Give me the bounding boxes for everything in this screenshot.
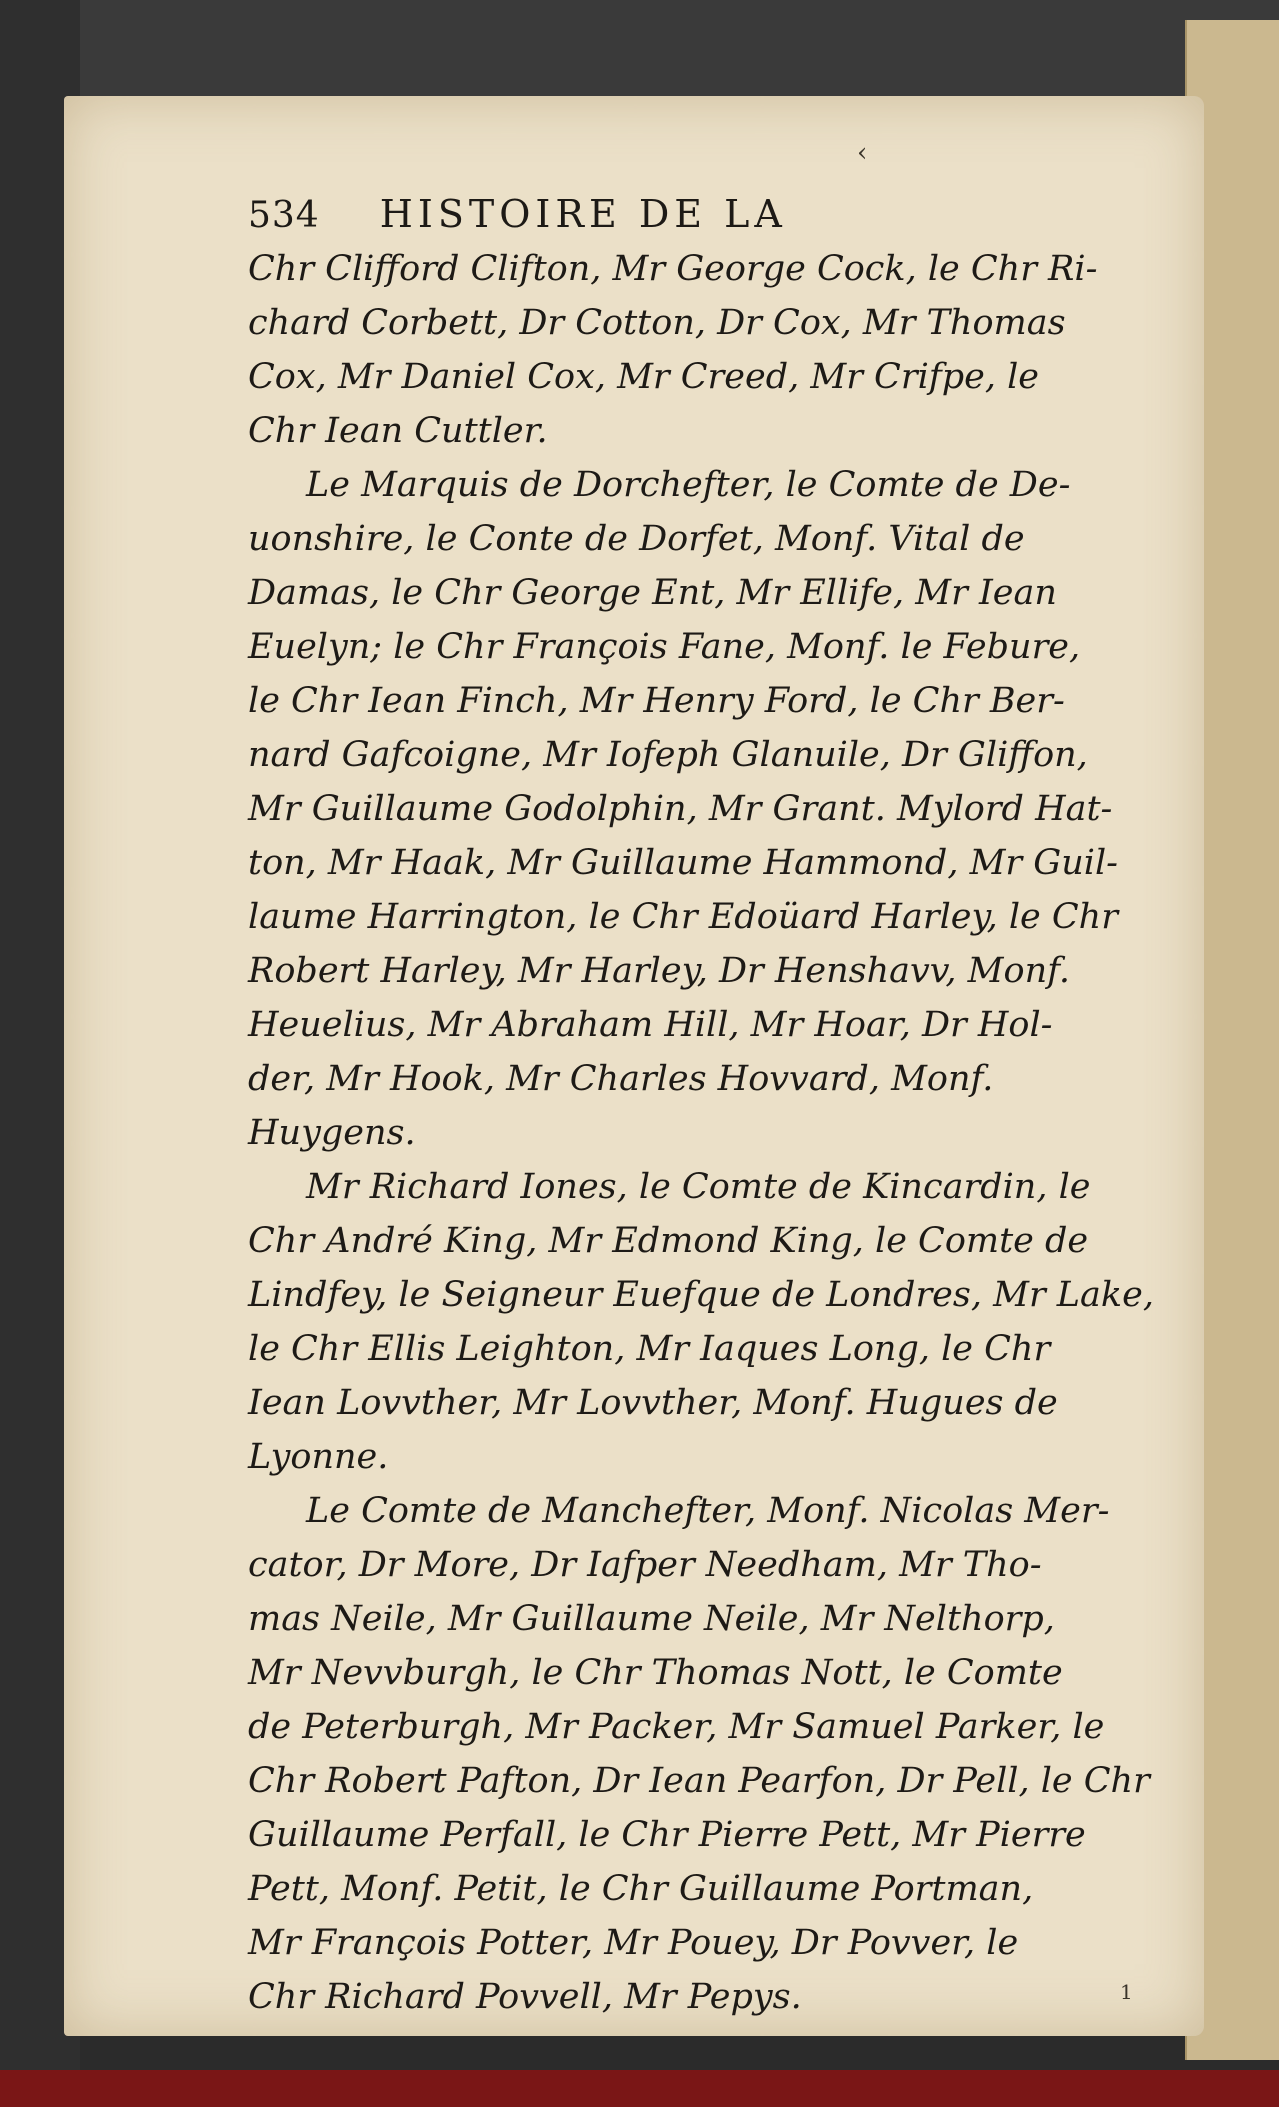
text-line: Le Marquis de Dorchefter, le Comte de De- [306,465,1071,505]
text-line: Iean Lovvther, Mr Lovvther, Monf. Hugues de [248,1383,1058,1423]
scan-background-top [0,0,1279,110]
running-header [248,186,1138,242]
text-line: Mr Richard Iones, le Comte de Kincardin, le [306,1167,1091,1207]
text-line: le Chr Iean Finch, Mr Henry Ford, le Chr Ber- [248,681,1065,721]
text-line: le Chr Ellis Leighton, Mr Iaques Long, le Chr [248,1329,1051,1369]
text-line: uonshire, le Conte de Dorfet, Monf. Vital de [248,519,1025,559]
text-line: laume Harrington, le Chr Edoüard Harley, le Chr [248,897,1118,937]
book-cover-strip [0,2070,1279,2107]
text-line: Lyonne. [248,1437,389,1477]
footer-mark: 1 [1120,1980,1133,2004]
top-mark: ‹ [857,138,868,168]
text-line: ton, Mr Haak, Mr Guillaume Hammond, Mr Guil- [248,843,1118,883]
text-line: Mr Nevvburgh, le Chr Thomas Nott, le Comte [248,1653,1063,1693]
text-line: Chr André King, Mr Edmond King, le Comte de [248,1221,1089,1261]
text-line: Euelyn; le Chr François Fane, Monf. le Febure, [248,627,1081,667]
page-text [248,186,1154,2024]
text-line: Heuelius, Mr Abraham Hill, Mr Hoar, Dr Hol- [248,1005,1053,1045]
text-line: chard Corbett, Dr Cotton, Dr Cox, Mr Thomas [248,303,1066,343]
text-line: Damas, le Chr George Ent, Mr Ellife, Mr Iean [248,573,1057,613]
text-line: Guillaume Perfall, le Chr Pierre Pett, Mr Pierre [248,1815,1086,1855]
text-line: Lindfey, le Seigneur Euefque de Londres, Mr Lake, [248,1275,1154,1315]
text-line: nard Gafcoigne, Mr Iofeph Glanuile, Dr Gliffon, [248,735,1088,775]
text-line: cator, Dr More, Dr Iafper Needham, Mr Tho- [248,1545,1042,1585]
text-line: Chr Robert Pafton, Dr Iean Pearfon, Dr Pell, le Chr [248,1761,1150,1801]
text-line: Chr Clifford Clifton, Mr George Cock, le Chr Ri- [248,249,1098,289]
text-line: Mr Guillaume Godolphin, Mr Grant. Mylord Hat- [248,789,1113,829]
page-number: 534 [248,195,320,236]
text-line: mas Neile, Mr Guillaume Neile, Mr Nelthorp, [248,1599,1055,1639]
text-line: Mr François Potter, Mr Pouey, Dr Povver, le [248,1923,1019,1963]
text-line: Pett, Monf. Petit, le Chr Guillaume Portman, [248,1869,1034,1909]
text-lines [248,242,1154,2024]
running-title: HISTOIRE DE LA [379,192,787,236]
text-line: Chr Iean Cuttler. [248,411,548,451]
text-line: Cox, Mr Daniel Cox, Mr Creed, Mr Crifpe, le [248,357,1039,397]
text-line: der, Mr Hook, Mr Charles Hovvard, Monf. [248,1059,994,1099]
text-line: Le Comte de Manchefter, Monf. Nicolas Mer- [306,1491,1110,1531]
text-line: Chr Richard Povvell, Mr Pepys. [248,1977,802,2017]
text-line: Huygens. [248,1113,416,1153]
text-line: Robert Harley, Mr Harley, Dr Henshavv, Monf. [248,951,1070,991]
text-line: de Peterburgh, Mr Packer, Mr Samuel Parker, le [248,1707,1105,1747]
